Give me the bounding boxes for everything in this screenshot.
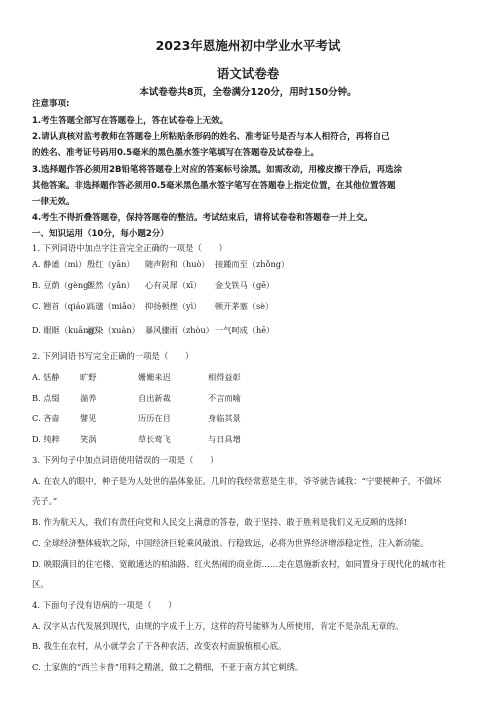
option-b: B. 点缀 (32, 393, 60, 403)
q3-option-b: B. 作为航天人，我们有责任向党和人民交上满意的答卷，敢于坚持、敢于胜利是我们义无反顾的选择! (32, 517, 407, 527)
option-word: 历历在目 (138, 413, 171, 423)
note-item: 其他答案。非选择题作答必须用0.5毫米黑色墨水签字笔写在答题卷上指定位置，在其他位置答题 (32, 181, 396, 191)
question-stem: 3. 下列句子中加点词语使用错误的一项是（ ） (32, 455, 219, 465)
option-word: 旷野 (80, 372, 97, 382)
option-word: 湍养 (80, 393, 97, 403)
option-word: 心有灵犀（xī） (145, 280, 202, 290)
option-word: 一气呵成（hē） (215, 325, 275, 335)
option-c: C. 翘首（qiáo） (32, 301, 94, 311)
exam-subtitle: 语文试卷卷 (216, 66, 280, 81)
q1-option-row (32, 301, 482, 312)
note-item: 的姓名、准考证号码用0.5毫米的黑色墨水签字笔填写在答题卷及试卷卷上。 (32, 148, 320, 158)
option-word: 殷红（yān） (87, 259, 135, 269)
q1-option-row (32, 259, 482, 270)
option-word: 暴风骤雨（zhòu） (145, 325, 214, 335)
q2-option-row (32, 434, 482, 445)
option-d: D. 纯粹 (32, 434, 60, 444)
note-item: 4.考生不得折叠答题卷，保持答题卷的整洁。考试结束后，请将试卷卷和答题卷一并上交。 (32, 213, 373, 223)
option-word: 接踵而至（zhǒng） (215, 259, 290, 269)
option-word: 相得益彰 (208, 372, 241, 382)
option-word: 自出新裁 (138, 393, 171, 403)
option-word: 不言而喻 (208, 393, 241, 403)
option-word: 譬见 (80, 413, 97, 423)
q4-option-b: B. 我生在农村，从小就学会了干各种农活，改变农村面貌植根心底。 (32, 641, 287, 651)
q2-option-row (32, 393, 482, 404)
option-word: 顿开茅塞（sè） (215, 301, 274, 311)
option-word: 铿然（yǎn） (87, 280, 135, 290)
option-word: 高邈（miǎo） (87, 301, 140, 311)
q4-option-c: C. 土家族的“西兰卡普”用料之精湛，做工之精细，不亚于南方其它刺绣。 (32, 662, 304, 672)
q3-option-d: D. 映眼满目的住宅楼、宽敞通达的柏油路、红火热闹的商业街……走在恩施新农村，如同置身于现代化的城市社 (32, 559, 446, 569)
note-item: 一律无效。 (32, 197, 75, 207)
q1-option-row (32, 325, 482, 336)
note-item: 2.请认真核对监考教师在答题卷上所粘贴条形码的姓名、准考证号是否与本人相符合，再将自己 (32, 132, 390, 142)
option-a: A. 静谧（mì） (32, 259, 87, 269)
option-word: 金戈铁马（gē） (215, 280, 275, 290)
q3-option-a: A. 在农人的眼中，种子是为人处世的晶体象征。几时的我经常惹是生非，爷爷就告诫我：“宁要梗种子，不做坏 (32, 476, 442, 486)
option-word: 抑扬顿挫（yì） (145, 301, 202, 311)
note-item: 3.选择题作答必须用2B铅笔将答题卷上对应的答案标号涂黑。如需改动，用橡皮擦干净后，再选涂 (32, 165, 403, 175)
question-stem: 4. 下面句子没有语病的一项是（ ） (32, 600, 177, 610)
q3-option-c: C. 全球经济整体疲软之际，中国经济巨轮乘风破浪、行稳致远，必将为世界经济增添稳定性，注入新动能。 (32, 538, 429, 548)
question-stem: 2. 下列词语书写完全正确的一项是（ ） (32, 351, 194, 361)
option-c: C. 吝啬 (32, 413, 60, 423)
option-word: 草长莺飞 (138, 434, 171, 444)
q3-option-a-cont: 壳子。” (32, 496, 58, 506)
question-stem: 1. 下列词语中加点字注音完全正确的一项是（ ） (32, 243, 227, 253)
option-word: 随声附和（huò） (145, 259, 210, 269)
q1-option-row (32, 280, 482, 291)
option-b: B. 豆荫（gèng） (32, 280, 97, 290)
q3-option-d-cont: 区。 (32, 579, 49, 589)
option-word: 与日具增 (208, 434, 241, 444)
option-a: A. 恬静 (32, 372, 60, 382)
option-word: 笑涡 (80, 434, 97, 444)
section-heading: 一、知识运用（10分，每小题2分） (32, 229, 169, 239)
option-d: D. 眼眶（kuāng） (32, 325, 102, 335)
q2-option-row (32, 413, 482, 424)
notes-heading: 注意事项: (32, 99, 70, 109)
exam-title: 2023年恩施州初中学业水平考试 (155, 38, 341, 53)
q2-option-row (32, 372, 482, 383)
note-item: 1.考生答题全部写在答题卷上，答在试卷卷上无效。 (32, 116, 229, 126)
exam-info: 本试卷卷共8页，全卷满分120分，用时150分钟。 (139, 87, 357, 98)
option-word: 身临其景 (208, 413, 241, 423)
option-word: 姗姗来迟 (138, 372, 171, 382)
q4-option-a: A. 汉字从古代发展到现代，由规的字成千上万，这样的符号能够为人所使用，肯定不是杂乱无章的。 (32, 621, 404, 631)
option-word: 渲染（xuàn） (87, 325, 140, 335)
